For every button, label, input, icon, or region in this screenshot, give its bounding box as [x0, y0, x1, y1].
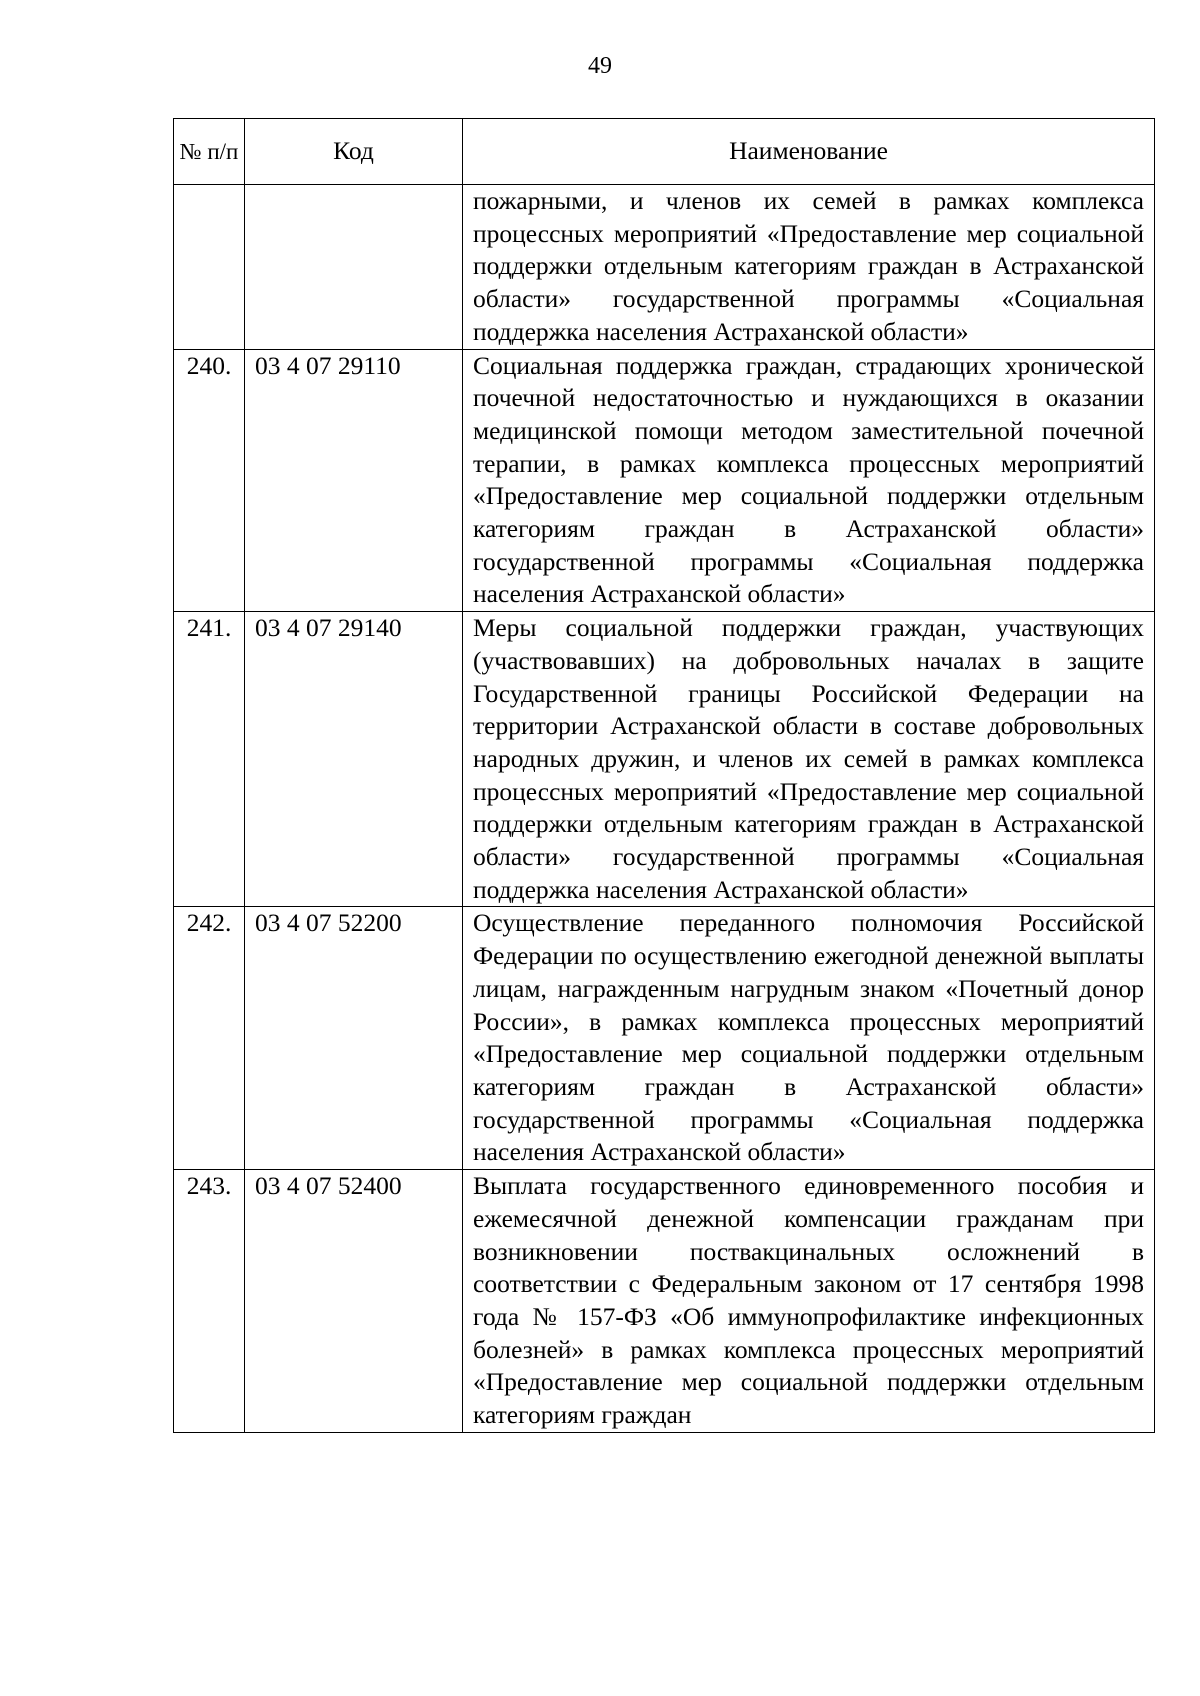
- row-num: [174, 185, 245, 350]
- row-num: 242.: [174, 907, 245, 1170]
- row-name: пожарными, и членов их семей в рамках комплекса процессных мероприятий «Предоставление мер социальной поддержки отдельным категориям граждан в Астраханской области» государственной программы «Социальная поддержка населения Астраханской области»: [463, 185, 1155, 350]
- row-code: 03 4 07 52400: [245, 1170, 463, 1433]
- table-header-row: [174, 119, 1155, 185]
- row-name: Меры социальной поддержки граждан, участвующих (участвовавших) на добровольных началах в защите Государственной границы Российской Федерации на территории Астраханской области в составе добровольных народных дружин, и членов их семей в рамках комплекса процессных мероприятий «Предоставление мер социальной поддержки отдельным категориям граждан в Астраханской области» государственной программы «Социальная поддержка населения Астраханской области»: [463, 612, 1155, 907]
- table-row: [174, 612, 1155, 907]
- header-name: Наименование: [463, 119, 1155, 185]
- row-num: 243.: [174, 1170, 245, 1433]
- table-row: [174, 1170, 1155, 1433]
- header-num: № п/п: [174, 119, 245, 185]
- classification-table: [173, 118, 1155, 1433]
- table-row: [174, 349, 1155, 612]
- row-code: 03 4 07 29110: [245, 349, 463, 612]
- row-code: 03 4 07 52200: [245, 907, 463, 1170]
- row-code: [245, 185, 463, 350]
- row-name: Осуществление переданного полномочия Российской Федерации по осуществлению ежегодной денежной выплаты лицам, награжденным нагрудным знаком «Почетный донор России», в рамках комплекса процессных мероприятий «Предоставление мер социальной поддержки отдельным категориям граждан в Астраханской области» государственной программы «Социальная поддержка населения Астраханской области»: [463, 907, 1155, 1170]
- header-code: Код: [245, 119, 463, 185]
- row-name: Социальная поддержка граждан, страдающих хронической почечной недостаточностью и нуждающихся в оказании медицинской помощи методом заместительной почечной терапии, в рамках комплекса процессных мероприятий «Предоставление мер социальной поддержки отдельным категориям граждан в Астраханской области» государственной программы «Социальная поддержка населения Астраханской области»: [463, 349, 1155, 612]
- row-name: Выплата государственного единовременного пособия и ежемесячной денежной компенсации гражданам при возникновении поствакцинальных осложнений в соответствии с Федеральным законом от 17 сентября 1998 года № 157-ФЗ «Об иммунопрофилактике инфекционных болезней» в рамках комплекса процессных мероприятий «Предоставление мер социальной поддержки отдельным категориям граждан: [463, 1170, 1155, 1433]
- table-row: [174, 907, 1155, 1170]
- row-num: 241.: [174, 612, 245, 907]
- page-number: 49: [588, 53, 612, 79]
- row-code: 03 4 07 29140: [245, 612, 463, 907]
- table-row: [174, 185, 1155, 350]
- row-num: 240.: [174, 349, 245, 612]
